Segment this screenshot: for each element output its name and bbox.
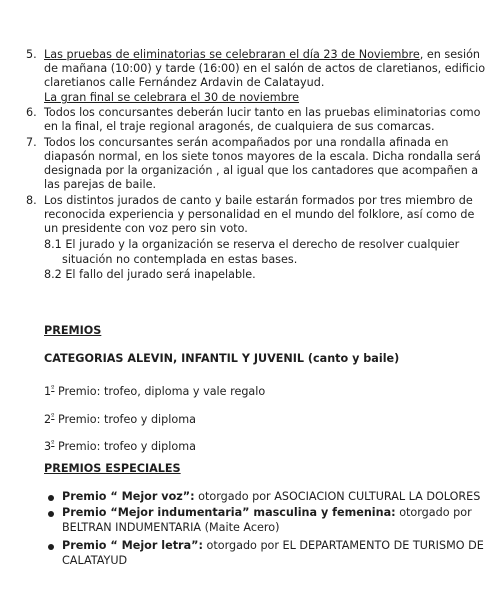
- special-prize-2-text: otorgado por: [395, 506, 472, 519]
- item-8-1-line-1: 8.1 El jurado y la organización se reserva el derecho de resolver cualquier: [44, 238, 460, 251]
- especiales-heading: PREMIOS ESPECIALES: [44, 462, 181, 475]
- prize-3-ordinal: º: [51, 439, 55, 447]
- item-5-line-1: [44, 48, 480, 62]
- prize-3-rank: 3: [44, 440, 52, 453]
- item-8-1-line-2: situación no contemplada en estas bases.: [62, 253, 298, 266]
- special-prize-3-line-2: CALATAYUD: [62, 554, 128, 567]
- premios-heading: PREMIOS: [44, 324, 102, 337]
- bullet-icon: [48, 511, 54, 517]
- special-prize-3-text: otorgado por EL DEPARTAMENTO DE TURISMO DE: [202, 539, 484, 552]
- prize-3: [44, 436, 196, 454]
- item-5-underlined-date: Las pruebas de eliminatorias se celebraran el día 23 de Noviembre: [44, 48, 420, 61]
- bullet-icon: [48, 495, 54, 501]
- premios-categories: CATEGORIAS ALEVIN, INFANTIL Y JUVENIL (canto y baile): [44, 352, 400, 365]
- item-7-line-2: diapasón normal, en los siete tonos mayores de la escala. Dicha rondalla será: [44, 150, 481, 163]
- prize-3-label: Premio: trofeo y diploma: [54, 440, 196, 453]
- special-prize-2-line-2: BELTRAN INDUMENTARIA (Maite Acero): [62, 521, 280, 534]
- bullet-icon: [48, 544, 54, 550]
- special-prize-3: [62, 539, 484, 553]
- item-8-line-1: Los distintos jurados de canto y baile estarán formados por tres miembro de: [44, 194, 473, 207]
- item-5-line-3: claretianos calle Fernández Ardavin de Calatayud.: [44, 76, 325, 89]
- item-5-final-date: La gran final se celebrara el 30 de noviembre: [44, 91, 300, 104]
- special-prize-1-title: Premio “ Mejor voz”:: [62, 490, 195, 503]
- item-7-line-1: Todos los concursantes serán acompañados por una rondalla afinada en: [44, 136, 449, 149]
- prize-1-label: Premio: trofeo, diploma y vale regalo: [54, 385, 266, 398]
- prize-1-rank: 1: [44, 385, 52, 398]
- prize-2-ordinal: º: [51, 412, 55, 420]
- item-8-2: 8.2 El fallo del jurado será inapelable.: [44, 268, 256, 281]
- special-prize-1: [62, 490, 480, 504]
- item-7-line-4: las parejas de baile.: [44, 178, 157, 191]
- item-6-line-2: en la final, el traje regional aragonés, de cualquiera de sus comarcas.: [44, 120, 435, 133]
- prize-2-label: Premio: trofeo y diploma: [54, 413, 196, 426]
- prize-2-rank: 2: [44, 413, 52, 426]
- special-prize-1-text: otorgado por ASOCIACION CULTURAL LA DOLORES: [194, 490, 481, 503]
- item-5-number: 5.: [26, 48, 37, 61]
- item-5-rest: , en sesión: [419, 48, 481, 61]
- item-6-number: 6.: [26, 106, 37, 119]
- item-7-number: 7.: [26, 136, 37, 149]
- item-6-line-1: Todos los concursantes deberán lucir tanto en las pruebas eliminatorias como: [44, 106, 481, 119]
- special-prize-2-title: Premio “Mejor indumentaria” masculina y femenina:: [62, 506, 396, 519]
- special-prize-2: [62, 506, 472, 520]
- item-7-line-3: designada por la organización , al igual que los cantadores que acompañen a: [44, 164, 479, 177]
- prize-1-ordinal: º: [51, 384, 55, 392]
- item-8-line-3: un presidente con voz pero sin voto.: [44, 222, 248, 235]
- prize-1: [44, 381, 265, 399]
- item-8-number: 8.: [26, 194, 37, 207]
- special-prize-3-title: Premio “ Mejor letra”:: [62, 539, 203, 552]
- item-8-line-2: reconocida experiencia y personalidad en el mundo del folklore, así como de: [44, 208, 475, 221]
- item-5-line-2: de mañana (10:00) y tarde (16:00) en el salón de actos de claretianos, edificio: [44, 62, 486, 75]
- prize-2: [44, 409, 196, 427]
